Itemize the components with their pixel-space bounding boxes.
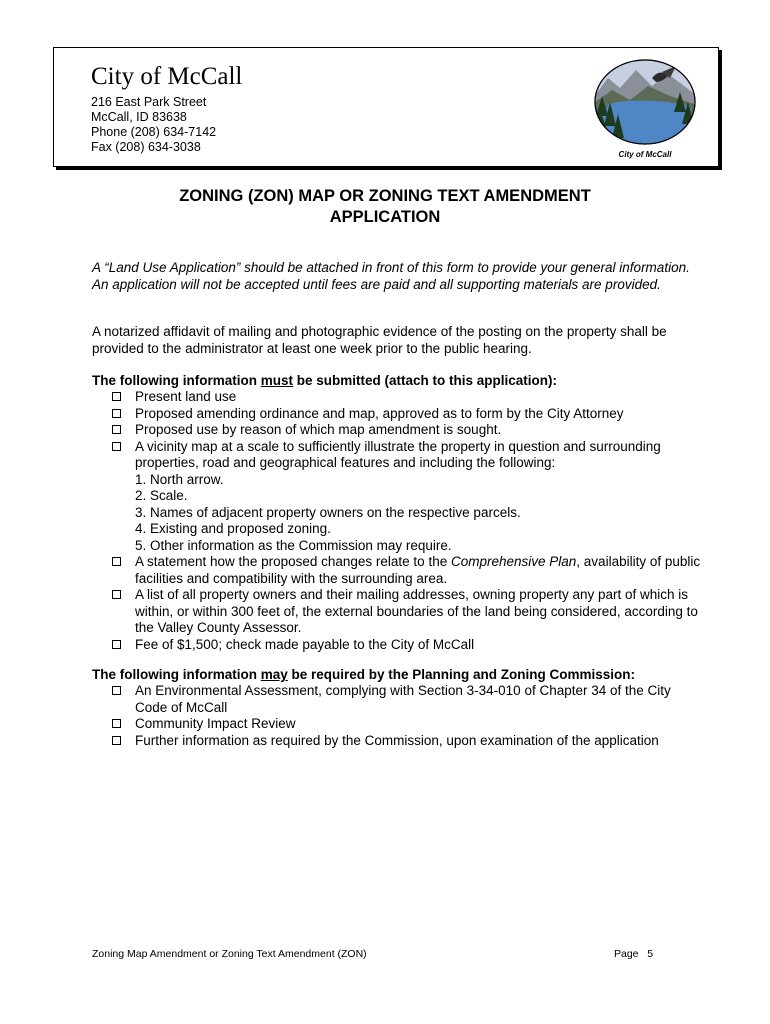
phone: Phone (208) 634-7142 [91, 125, 217, 139]
sub-item: 5. Other information as the Commission may require. [135, 537, 452, 553]
optional-heading [92, 666, 732, 683]
list-item-text: , availability of public facilities and compatibility with the surrounding area. [135, 554, 701, 586]
required-heading-emphasis: must [260, 373, 293, 388]
list-item [112, 406, 702, 423]
org-name: City of McCall [91, 63, 243, 90]
footer-page-label: Page [614, 948, 639, 960]
required-heading-pre: The following information [92, 373, 261, 388]
affidavit-note: A notarized affidavit of mailing and photographic evidence of the posting on the property shall be provided to the administrator at least one week prior to the public hearing. [92, 324, 667, 356]
address-line2: McCall, ID 83638 [91, 110, 187, 124]
checkbox-icon [112, 590, 121, 599]
logo-caption: City of McCall [618, 150, 672, 159]
list-item-text: Proposed use by reason of which map amendment is sought. [135, 422, 502, 437]
optional-heading-emphasis: may [260, 667, 288, 682]
sub-item: 1. North arrow. [135, 471, 224, 487]
checkbox-icon [112, 557, 121, 566]
checkbox-icon [112, 640, 121, 649]
fax: Fax (208) 634-3038 [91, 140, 201, 154]
list-item-text: Community Impact Review [135, 716, 296, 731]
required-list [112, 389, 702, 653]
required-heading-post: be submitted (attach to this application): [293, 373, 558, 388]
list-item-text: An Environmental Assessment, complying with Section 3-34-010 of Chapter 34 of the City Code of McCall [135, 683, 671, 715]
list-item-text: Present land use [135, 389, 237, 404]
footer-form-name: Zoning Map Amendment or Zoning Text Amendment (ZON) [92, 948, 367, 960]
letterhead-box [53, 47, 719, 167]
page-title-line1: ZONING (ZON) MAP OR ZONING TEXT AMENDMENT [179, 187, 591, 205]
checkbox-icon [112, 425, 121, 434]
page-title-line2: APPLICATION [329, 208, 441, 226]
list-item [112, 554, 702, 587]
list-item-text: Further information as required by the Commission, upon examination of the application [135, 732, 659, 748]
optional-heading-pre: The following information [92, 667, 261, 682]
list-item [112, 716, 702, 733]
intro-italic-note: A “Land Use Application” should be attached in front of this form to provide your general information. An application will not be accepted until fees are paid and all supporting materials are provided. [92, 260, 690, 292]
optional-list [112, 683, 702, 749]
city-logo-graphic [590, 56, 700, 150]
footer-page [614, 948, 653, 961]
checkbox-icon [112, 736, 121, 745]
list-item [112, 439, 702, 472]
checkbox-icon [112, 392, 121, 401]
list-item-text: Proposed amending ordinance and map, approved as to form by the City Attorney [135, 405, 624, 421]
checkbox-icon [112, 686, 121, 695]
checkbox-icon [112, 442, 121, 451]
city-logo [590, 56, 700, 160]
address-line1: 216 East Park Street [91, 95, 207, 109]
list-item [112, 683, 702, 716]
list-item-text: A list of all property owners and their mailing addresses, owning property any part of which is within, or within 300 feet of, the external boundaries of the land being considered, according to the Valley County Assessor. [135, 587, 698, 635]
list-item [112, 587, 702, 637]
checkbox-icon [112, 409, 121, 418]
list-item-text: Fee of $1,500; check made payable to the City of McCall [135, 636, 475, 652]
sub-item: 3. Names of adjacent property owners on the respective parcels. [135, 504, 521, 520]
list-item [112, 637, 702, 654]
checkbox-icon [112, 719, 121, 728]
list-item-text: A vicinity map at a scale to sufficiently illustrate the property in question and surrounding properties, road and geographical features and including the following: [135, 438, 661, 470]
list-item [112, 422, 702, 439]
footer-page-number: 5 [647, 948, 654, 960]
list-item [112, 389, 702, 406]
sub-item: 2. Scale. [135, 488, 188, 503]
list-item-emphasis: Comprehensive Plan [450, 554, 577, 569]
list-item [112, 733, 702, 750]
optional-heading-post: be required by the Planning and Zoning Commission: [287, 667, 636, 682]
sub-item: 4. Existing and proposed zoning. [135, 521, 331, 536]
required-heading [92, 372, 732, 389]
list-item-text: A statement how the proposed changes relate to the [135, 554, 451, 569]
